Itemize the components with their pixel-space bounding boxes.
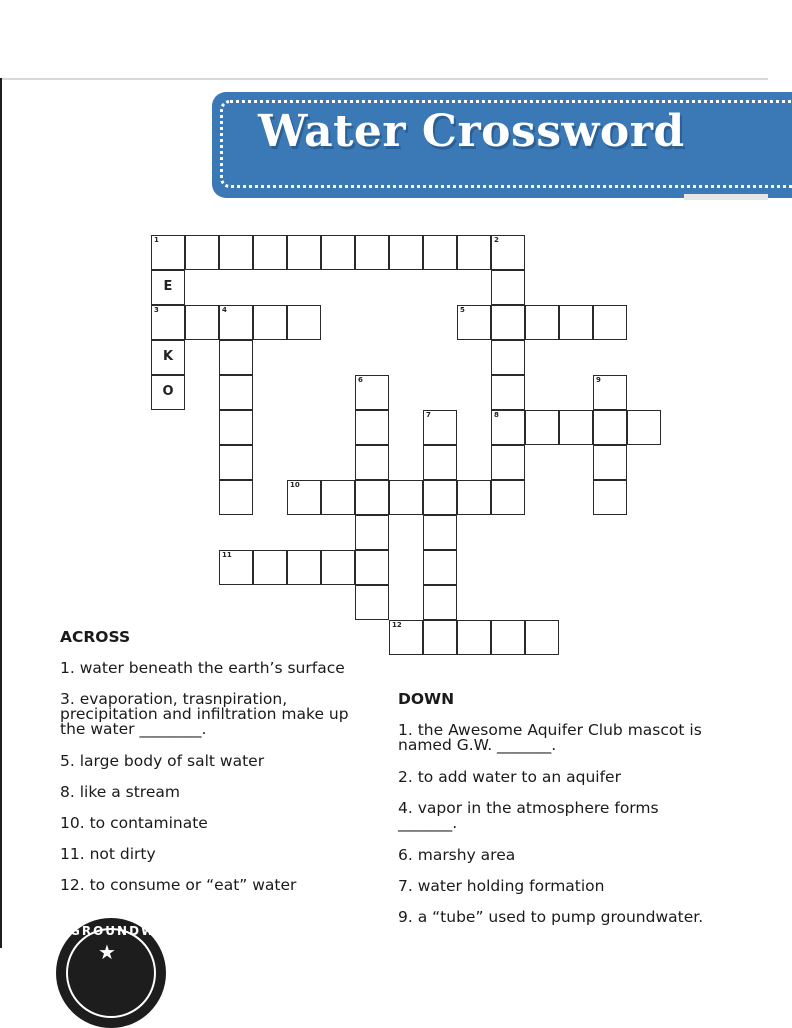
crossword-cell[interactable] <box>627 410 661 445</box>
worksheet-page <box>0 78 768 964</box>
across-clue: 11. not dirty <box>60 845 156 863</box>
logo-text: GROUNDW <box>70 924 157 938</box>
crossword-cell[interactable] <box>219 375 253 410</box>
crossword-cell[interactable] <box>389 235 423 270</box>
down-clue: _______. <box>398 814 458 832</box>
crossword-cell[interactable] <box>559 410 593 445</box>
crossword-cell[interactable] <box>491 340 525 375</box>
crossword-cell[interactable] <box>321 550 355 585</box>
down-clue: 4. vapor in the atmosphere forms <box>398 799 659 817</box>
crossword-cell[interactable] <box>457 305 491 340</box>
crossword-cell[interactable] <box>389 480 423 515</box>
clues-section <box>60 630 760 950</box>
across-clue: 12. to consume or “eat” water <box>60 876 297 894</box>
page-title: Water Crossword <box>258 106 685 157</box>
crossword-cell[interactable] <box>423 550 457 585</box>
down-clue: 6. marshy area <box>398 846 516 864</box>
down-clue: named G.W. _______. <box>398 736 557 754</box>
clue-number: 1 <box>154 236 159 244</box>
crossword-cell[interactable] <box>185 235 219 270</box>
crossword-cell[interactable] <box>355 375 389 410</box>
crossword-cell[interactable] <box>491 305 525 340</box>
clue-number: 12 <box>392 621 402 629</box>
crossword-cell[interactable] <box>559 305 593 340</box>
crossword-cell[interactable] <box>491 480 525 515</box>
crossword-cell[interactable] <box>525 410 559 445</box>
crossword-cell[interactable] <box>423 235 457 270</box>
crossword-cell[interactable] <box>423 585 457 620</box>
crossword-cell[interactable] <box>287 305 321 340</box>
given-letter: O <box>162 384 174 399</box>
across-clue: 8. like a stream <box>60 783 180 801</box>
crossword-cell[interactable] <box>219 410 253 445</box>
across-heading: ACROSS <box>60 628 131 646</box>
crossword-cell[interactable] <box>593 305 627 340</box>
crossword-cell[interactable] <box>355 550 389 585</box>
crossword-cell[interactable] <box>253 550 287 585</box>
across-clue: precipitation and infiltration make up <box>60 705 349 723</box>
crossword-cell[interactable] <box>491 410 525 445</box>
crossword-cell[interactable] <box>287 235 321 270</box>
crossword-cell[interactable] <box>491 270 525 305</box>
crossword-cell[interactable] <box>491 445 525 480</box>
down-clue: 2. to add water to an aquifer <box>398 768 621 786</box>
crossword-cell[interactable] <box>593 410 627 445</box>
clue-number: 3 <box>154 306 159 314</box>
crossword-cell[interactable] <box>253 305 287 340</box>
crossword-cell[interactable] <box>219 305 253 340</box>
crossword-cell[interactable] <box>423 515 457 550</box>
clue-number: 10 <box>290 481 300 489</box>
given-letter: K <box>162 349 174 364</box>
across-clue: 5. large body of salt water <box>60 752 265 770</box>
crossword-cell[interactable] <box>593 375 627 410</box>
crossword-cell[interactable] <box>355 235 389 270</box>
clue-number: 7 <box>426 411 431 419</box>
crossword-cell[interactable] <box>151 340 185 375</box>
across-clue: 1. water beneath the earth’s surface <box>60 659 345 677</box>
down-clue: 1. the Awesome Aquifer Club mascot is <box>398 721 702 739</box>
clue-number: 5 <box>460 306 465 314</box>
crossword-cell[interactable] <box>457 235 491 270</box>
down-clue: 7. water holding formation <box>398 877 605 895</box>
crossword-cell[interactable] <box>355 480 389 515</box>
clue-number: 8 <box>494 411 499 419</box>
crossword-cell[interactable] <box>287 550 321 585</box>
across-clue: 3. evaporation, trasnpiration, <box>60 690 288 708</box>
crossword-cell[interactable] <box>525 305 559 340</box>
crossword-cell[interactable] <box>219 340 253 375</box>
crossword-cell[interactable] <box>219 445 253 480</box>
crossword-cell[interactable] <box>185 305 219 340</box>
crossword-cell[interactable] <box>219 235 253 270</box>
down-heading: DOWN <box>398 690 455 708</box>
crossword-cell[interactable] <box>287 480 321 515</box>
crossword-cell[interactable] <box>151 375 185 410</box>
crossword-cell[interactable] <box>355 585 389 620</box>
crossword-cell[interactable] <box>423 410 457 445</box>
groundwater-logo <box>56 918 166 1028</box>
crossword-cell[interactable] <box>253 235 287 270</box>
crossword-cell[interactable] <box>355 515 389 550</box>
given-letter: E <box>163 279 173 294</box>
crossword-cell[interactable] <box>321 235 355 270</box>
crossword-cell[interactable] <box>423 480 457 515</box>
crossword-cell[interactable] <box>491 235 525 270</box>
clue-number: 11 <box>222 551 232 559</box>
crossword-cell[interactable] <box>457 480 491 515</box>
crossword-cell[interactable] <box>219 550 253 585</box>
across-clue: 10. to contaminate <box>60 814 208 832</box>
clue-number: 4 <box>222 306 227 314</box>
crossword-cell[interactable] <box>219 480 253 515</box>
crossword-cell[interactable] <box>355 445 389 480</box>
crossword-cell[interactable] <box>491 375 525 410</box>
across-clue: the water ________. <box>60 720 207 738</box>
clue-number: 2 <box>494 236 499 244</box>
crossword-cell[interactable] <box>321 480 355 515</box>
crossword-cell[interactable] <box>151 270 185 305</box>
clue-number: 6 <box>358 376 363 384</box>
clue-number: 9 <box>596 376 601 384</box>
crossword-cell[interactable] <box>423 445 457 480</box>
down-clue: 9. a “tube” used to pump groundwater. <box>398 908 704 926</box>
crossword-cell[interactable] <box>151 305 185 340</box>
star-icon: ★ <box>98 940 116 964</box>
crossword-cell[interactable] <box>593 480 627 515</box>
crossword-cell[interactable] <box>593 445 627 480</box>
crossword-cell[interactable] <box>151 235 185 270</box>
crossword-cell[interactable] <box>355 410 389 445</box>
